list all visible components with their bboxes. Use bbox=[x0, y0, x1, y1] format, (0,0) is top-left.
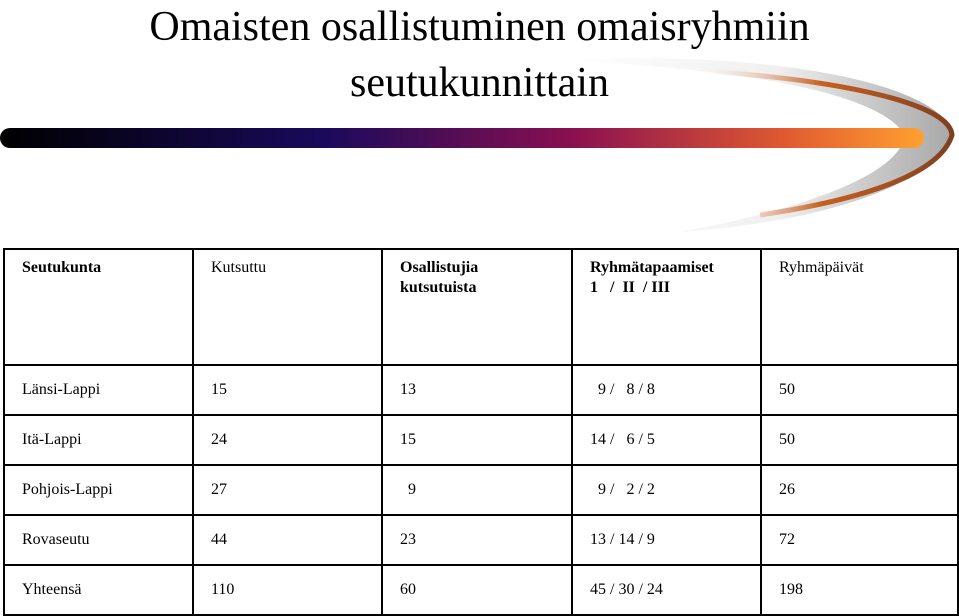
table-row bbox=[4, 465, 958, 515]
table-row bbox=[4, 515, 958, 565]
cell-participants: 13 bbox=[382, 365, 572, 415]
cell-meetings: 9 / 8 / 8 bbox=[572, 365, 761, 415]
cell-invited: 44 bbox=[193, 515, 382, 565]
cell-days: 72 bbox=[761, 515, 958, 565]
table-row bbox=[4, 415, 958, 465]
cell-meetings: 13 / 14 / 9 bbox=[572, 515, 761, 565]
cell-meetings: 14 / 6 / 5 bbox=[572, 415, 761, 465]
cell-region: Rovaseutu bbox=[4, 515, 193, 565]
page-title bbox=[0, 0, 959, 110]
cell-days: 198 bbox=[761, 565, 958, 615]
table-header-row bbox=[4, 249, 958, 365]
cell-region: Itä-Lappi bbox=[4, 415, 193, 465]
cell-region: Pohjois-Lappi bbox=[4, 465, 193, 515]
title-line-2: seutukunnittain bbox=[350, 60, 609, 106]
header-ryhmatapaamiset: Ryhmätapaamiset 1 / II / III bbox=[572, 249, 761, 365]
gradient-bar bbox=[0, 128, 924, 148]
cell-days: 26 bbox=[761, 465, 958, 515]
cell-participants: 60 bbox=[382, 565, 572, 615]
cell-participants: 15 bbox=[382, 415, 572, 465]
participation-table bbox=[3, 248, 959, 616]
header-seutukunta: Seutukunta bbox=[4, 249, 193, 365]
cell-days: 50 bbox=[761, 365, 958, 415]
cell-invited: 24 bbox=[193, 415, 382, 465]
header-ryhmapaivat: Ryhmäpäivät bbox=[761, 249, 958, 365]
cell-region: Länsi-Lappi bbox=[4, 365, 193, 415]
cell-region: Yhteensä bbox=[4, 565, 193, 615]
header-osallistujia: Osallistujia kutsutuista bbox=[382, 249, 572, 365]
cell-invited: 27 bbox=[193, 465, 382, 515]
table-row bbox=[4, 365, 958, 415]
cell-participants: 9 bbox=[382, 465, 572, 515]
cell-meetings: 9 / 2 / 2 bbox=[572, 465, 761, 515]
title-line-1: Omaisten osallistuminen omaisryhmiin bbox=[149, 4, 810, 50]
cell-invited: 15 bbox=[193, 365, 382, 415]
cell-invited: 110 bbox=[193, 565, 382, 615]
cell-days: 50 bbox=[761, 415, 958, 465]
header-kutsuttu: Kutsuttu bbox=[193, 249, 382, 365]
table-row-total bbox=[4, 565, 958, 615]
cell-participants: 23 bbox=[382, 515, 572, 565]
cell-meetings: 45 / 30 / 24 bbox=[572, 565, 761, 615]
